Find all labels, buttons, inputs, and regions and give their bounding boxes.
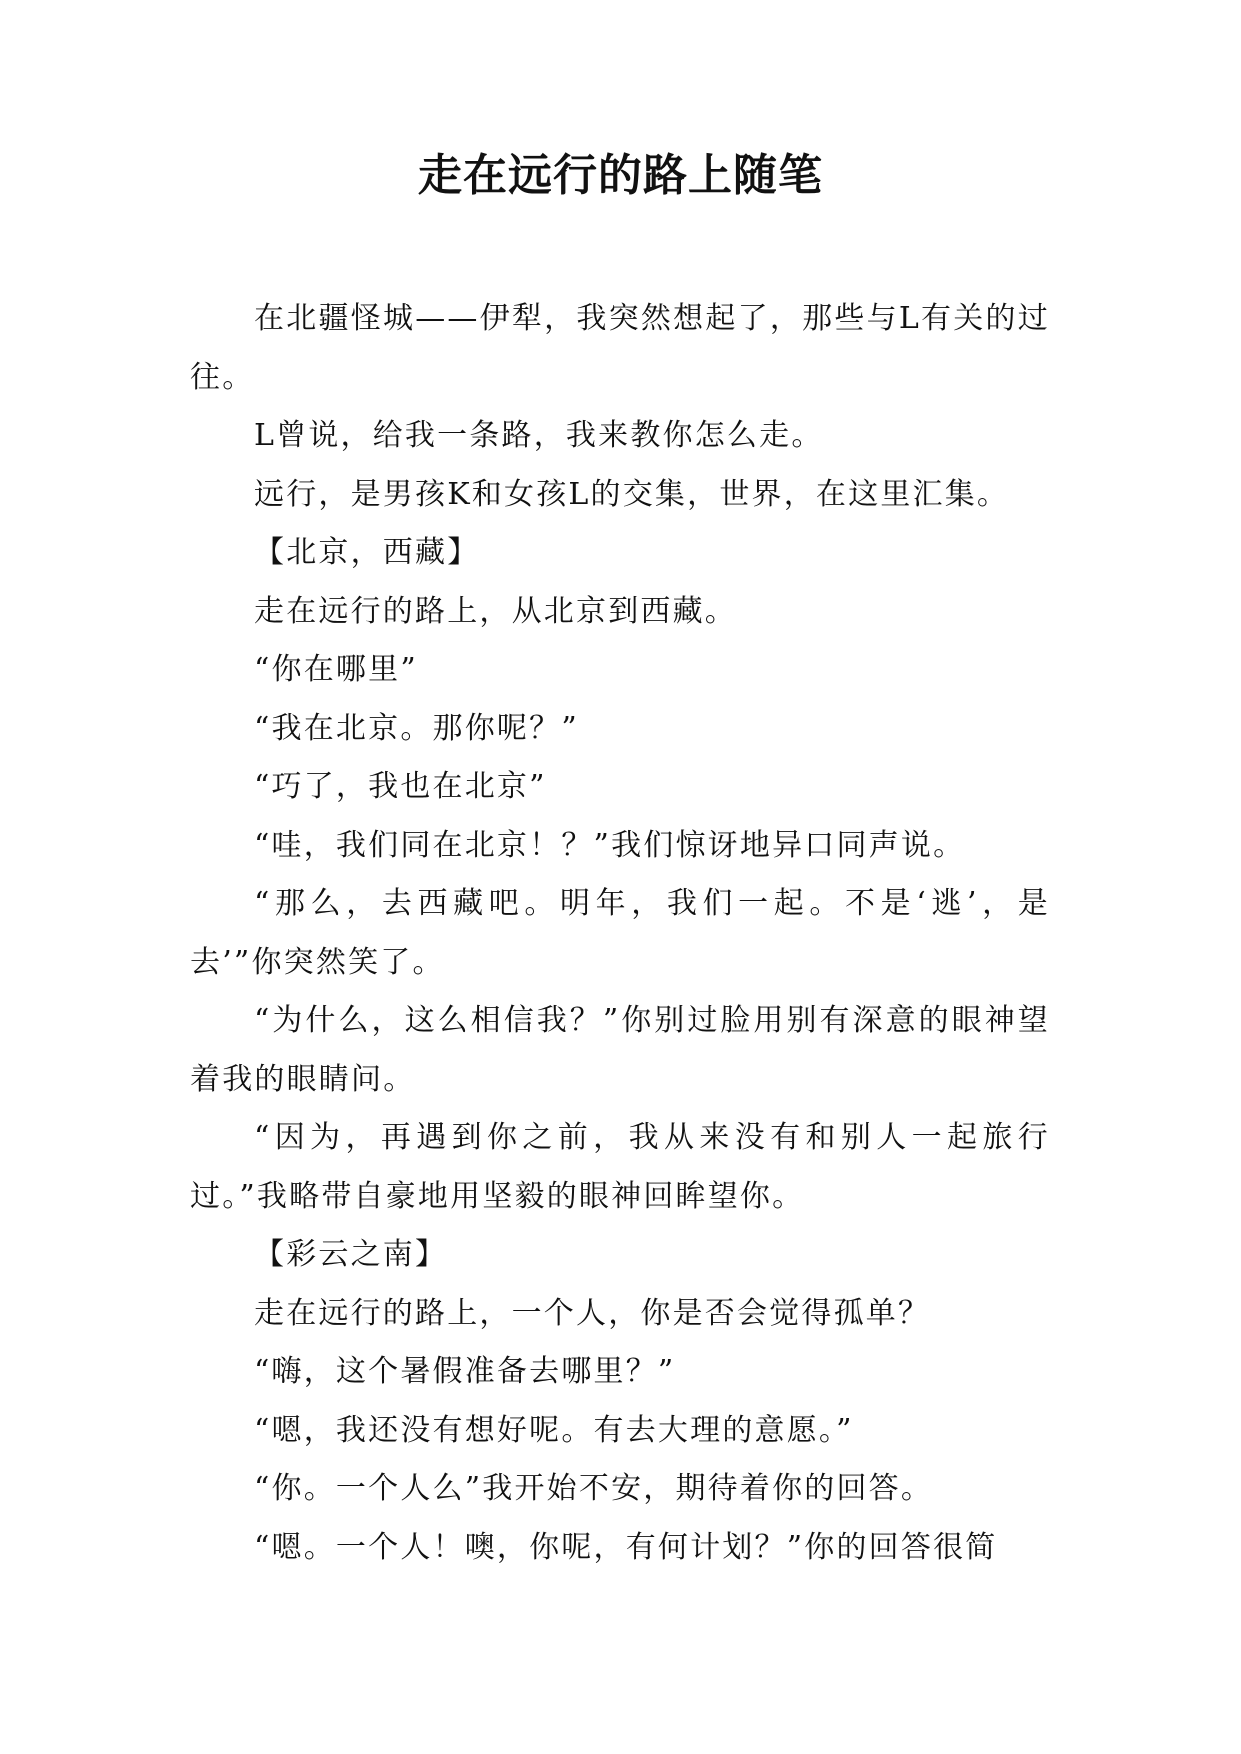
dialogue-line: “嗨，这个暑假准备去哪里？” (254, 1354, 676, 1389)
dialogue-line: “你在哪里” (254, 652, 418, 687)
paragraph: 在北疆怪城——伊犁，我突然想起了，那些与L有关的过往。 (190, 301, 1050, 395)
paragraph: 远行，是男孩K和女孩L的交集，世界，在这里汇集。 (254, 476, 1010, 512)
dialogue-line: “嗯。一个人！噢，你呢，有何计划？”你的回答很简 (254, 1529, 998, 1565)
dialogue-line: “你。一个人么”我开始不安，期待着你的回答。 (254, 1471, 934, 1506)
section-heading: 【彩云之南】 (254, 1237, 448, 1272)
document-body (190, 290, 1050, 1577)
dialogue-line: “巧了，我也在北京” (254, 769, 547, 804)
document-title: 走在远行的路上随笔 (418, 150, 823, 201)
dialogue-line: “那么，去西藏吧。明年，我们一起。不是‘逃’，是去’”你突然笑了。 (190, 886, 1050, 980)
paragraph: 走在远行的路上，从北京到西藏。 (254, 593, 737, 629)
dialogue-line: “因为，再遇到你之前，我从来没有和别人一起旅行过。”我略带自豪地用坚毅的眼神回眸望你。 (190, 1120, 1050, 1214)
paragraph: 走在远行的路上，一个人，你是否会觉得孤单？ (254, 1295, 931, 1331)
paragraph: L曾说，给我一条路，我来教你怎么走。 (254, 418, 824, 453)
dialogue-line: “哇，我们同在北京！？”我们惊讶地异口同声说。 (254, 827, 966, 863)
dialogue-line: “我在北京。那你呢？” (254, 710, 579, 746)
dialogue-line: “为什么，这么相信我？”你别过脸用别有深意的眼神望着我的眼睛问。 (190, 1003, 1050, 1097)
dialogue-line: “嗯，我还没有想好呢。有去大理的意愿。” (254, 1412, 854, 1448)
section-heading: 【北京，西藏】 (254, 535, 480, 570)
